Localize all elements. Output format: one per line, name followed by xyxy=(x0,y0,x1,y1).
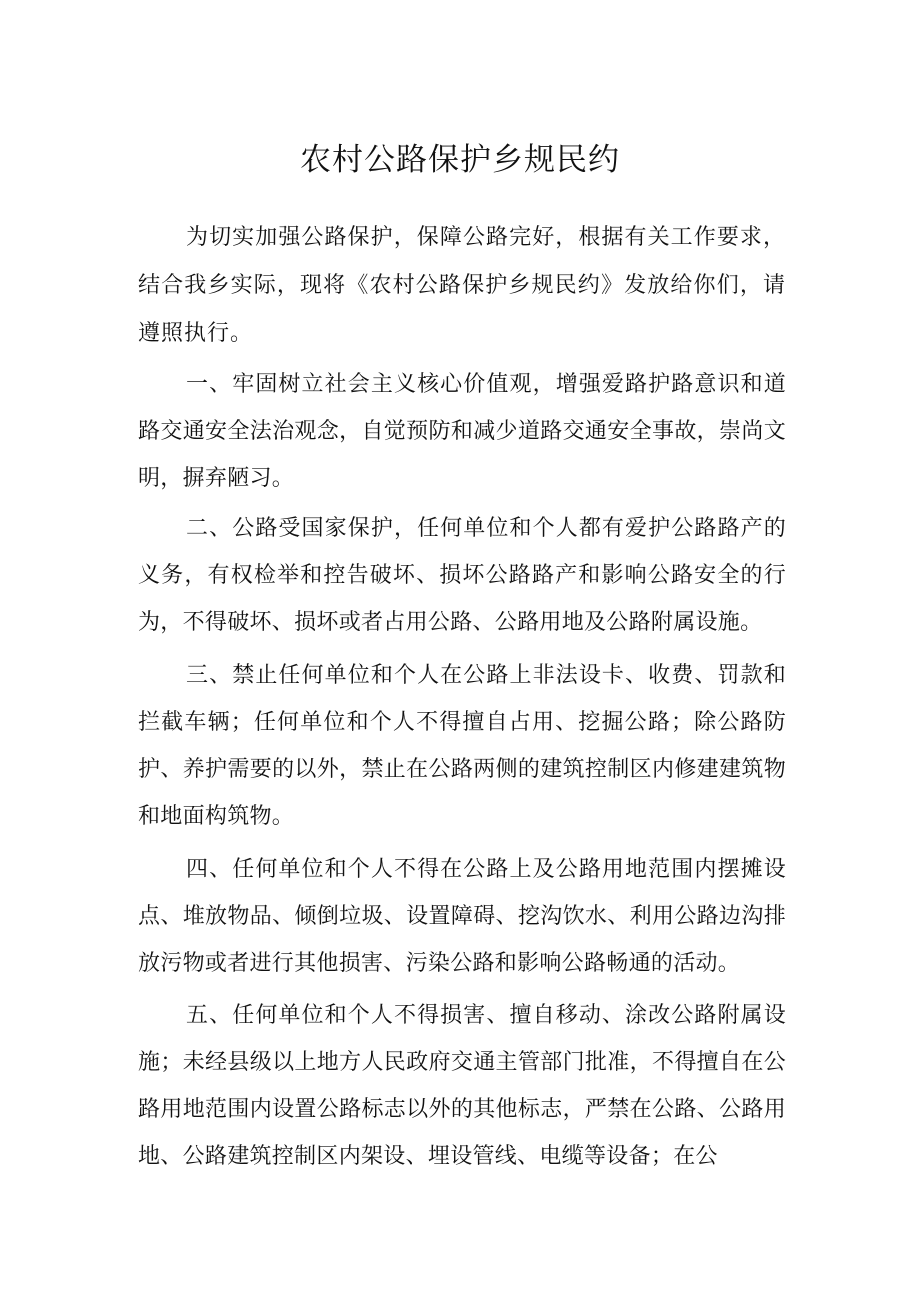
article-1-paragraph: 一、牢固树立社会主义核心价值观，增强爱路护路意识和道路交通安全法治观念，自觉预防和减少道路交通安全事故，崇尚文明，摒弃陋习。 xyxy=(138,372,786,491)
article-2-paragraph: 二、公路受国家保护，任何单位和个人都有爱护公路路产的义务，有权检举和控告破坏、损坏公路路产和影响公路安全的行为，不得破坏、损坏或者占用公路、公路用地及公路附属设施。 xyxy=(138,516,786,635)
article-3-paragraph: 三、禁止任何单位和个人在公路上非法设卡、收费、罚款和拦截车辆；任何单位和个人不得擅自占用、挖掘公路；除公路防护、养护需要的以外，禁止在公路两侧的建筑控制区内修建建筑物和地面构筑物。 xyxy=(138,663,786,829)
document-title: 农村公路保护乡规民约 xyxy=(300,142,620,178)
article-4-paragraph: 四、任何单位和个人不得在公路上及公路用地范围内摆摊设点、堆放物品、倾倒垃圾、设置障碍、挖沟饮水、利用公路边沟排放污物或者进行其他损害、污染公路和影响公路畅通的活动。 xyxy=(138,857,786,976)
article-5-paragraph: 五、任何单位和个人不得损害、擅自移动、涂改公路附属设施；未经县级以上地方人民政府交通主管部门批准，不得擅自在公路用地范围内设置公路标志以外的其他标志，严禁在公路、公路用地、公路建筑控制区内架设、埋设管线、电缆等设备；在公 xyxy=(138,1003,786,1169)
intro-paragraph: 为切实加强公路保护，保障公路完好，根据有关工作要求，结合我乡实际，现将《农村公路保护乡规民约》发放给你们，请遵照执行。 xyxy=(138,225,786,346)
